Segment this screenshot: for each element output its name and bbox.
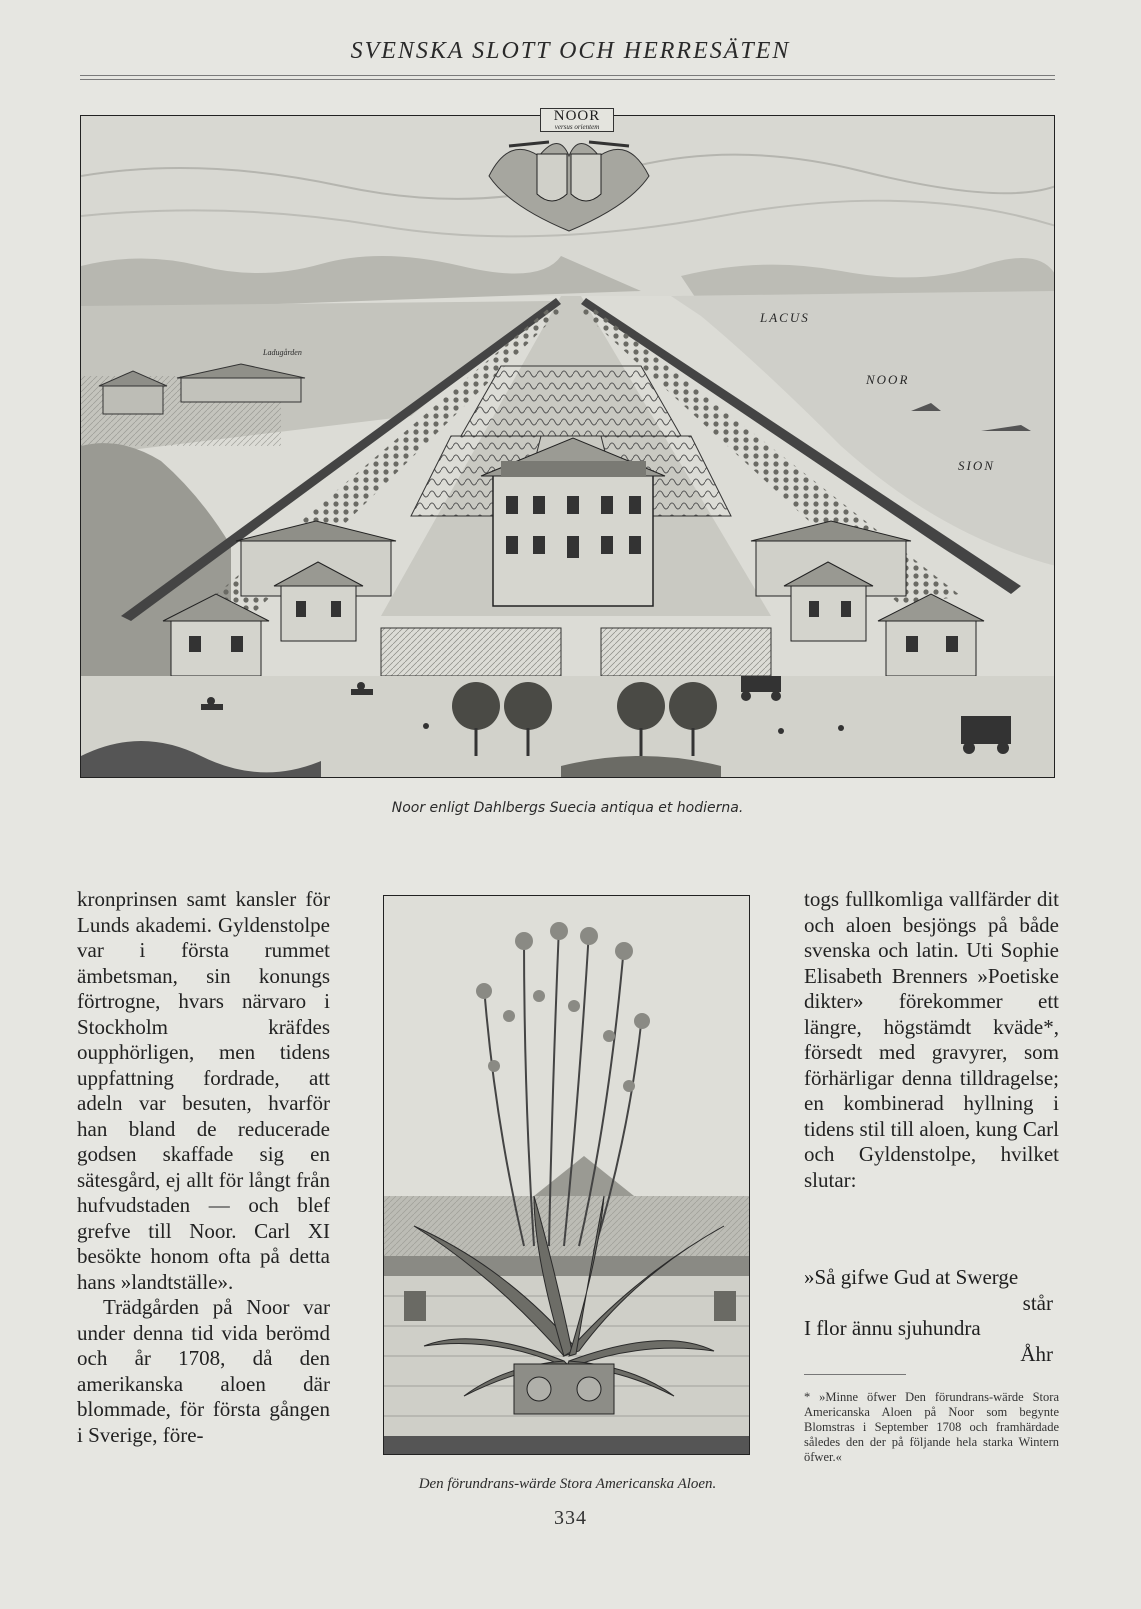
left-paragraph-1: kronprinsen samt kansler för Lunds akademi. Gyldenstolpe var i första rummet ämbetsman, sin konungs förtrogne, hvars närvaro i Stockholm kräfdes oupphörligen, men tidens uppfattning fordrade, att adeln var besuten, hvarför han bland de reducerade godsen skaffade sig en sätesgård, ej allt för långt från hufvudstaden — och blef grefve till Noor. Carl XI besökte honom ofta på detta hans »landtställe». [77,887,330,1294]
label-ladugarden: Ladugården [263,348,302,357]
poem-line-3: I flor ännu sjuhundra [804,1316,981,1340]
label-lacus: LACUS [760,310,810,325]
plate-title: NOOR [553,108,601,124]
footnote-rule [804,1374,906,1375]
poem-line-2: står [1022,1290,1053,1315]
aloe-drawing [384,896,750,1455]
left-paragraph-2: Trädgården på Noor var under denna tid vida berömd och år 1708, då den amerikanska aloen där blommade, för första gången i Sverige, före- [77,1295,330,1447]
footnote: * »Minne öfwer Den förundrans-wärde Stora Americanska Aloen på Noor som begynte Blomstras i September 1708 och framhärdade således den der på följande hela starka Wintern öfwer.« [804,1390,1059,1464]
label-sion: SION [958,458,995,473]
poem-line-1: »Så gifwe Gud at Swerge [804,1265,1019,1289]
left-column [77,887,330,1448]
right-column [804,887,1059,1193]
running-title: SVENSKA SLOTT OCH HERRESÄTEN [350,38,791,64]
main-plate-caption: Noor enligt Dahlbergs Suecia antiqua et hodierna. [391,800,744,816]
poem [804,1265,1059,1367]
header-rule-top [80,75,1055,76]
poem-line-4: Åhr [1020,1341,1053,1366]
aloe-engraving [383,895,750,1455]
plate-title-banner [540,108,614,132]
page-number: 334 [554,1507,587,1529]
label-noor: NOOR [866,372,910,387]
plate-subtitle: versus orientem [554,123,600,131]
header-rule-bottom [80,79,1055,80]
noor-estate-engraving [80,115,1055,778]
noor-estate-drawing [81,116,1055,778]
right-paragraph-1: togs fullkomliga vallfärder dit och aloen besjöngs på både svenska och latin. Uti Sophie Elisabeth Brenners »Poetiske dikter» förekommer ett längre, högstämdt kväde*, försedt med gravyrer, som förhärligar denna tilldragelse; en kombinerad hyllning i tidens stil till aloen, kung Carl och Gyldenstolpe, hvilket slutar: [804,887,1059,1192]
aloe-caption: Den förundrans-wärde Stora Americanska Aloen. [418,1476,717,1492]
